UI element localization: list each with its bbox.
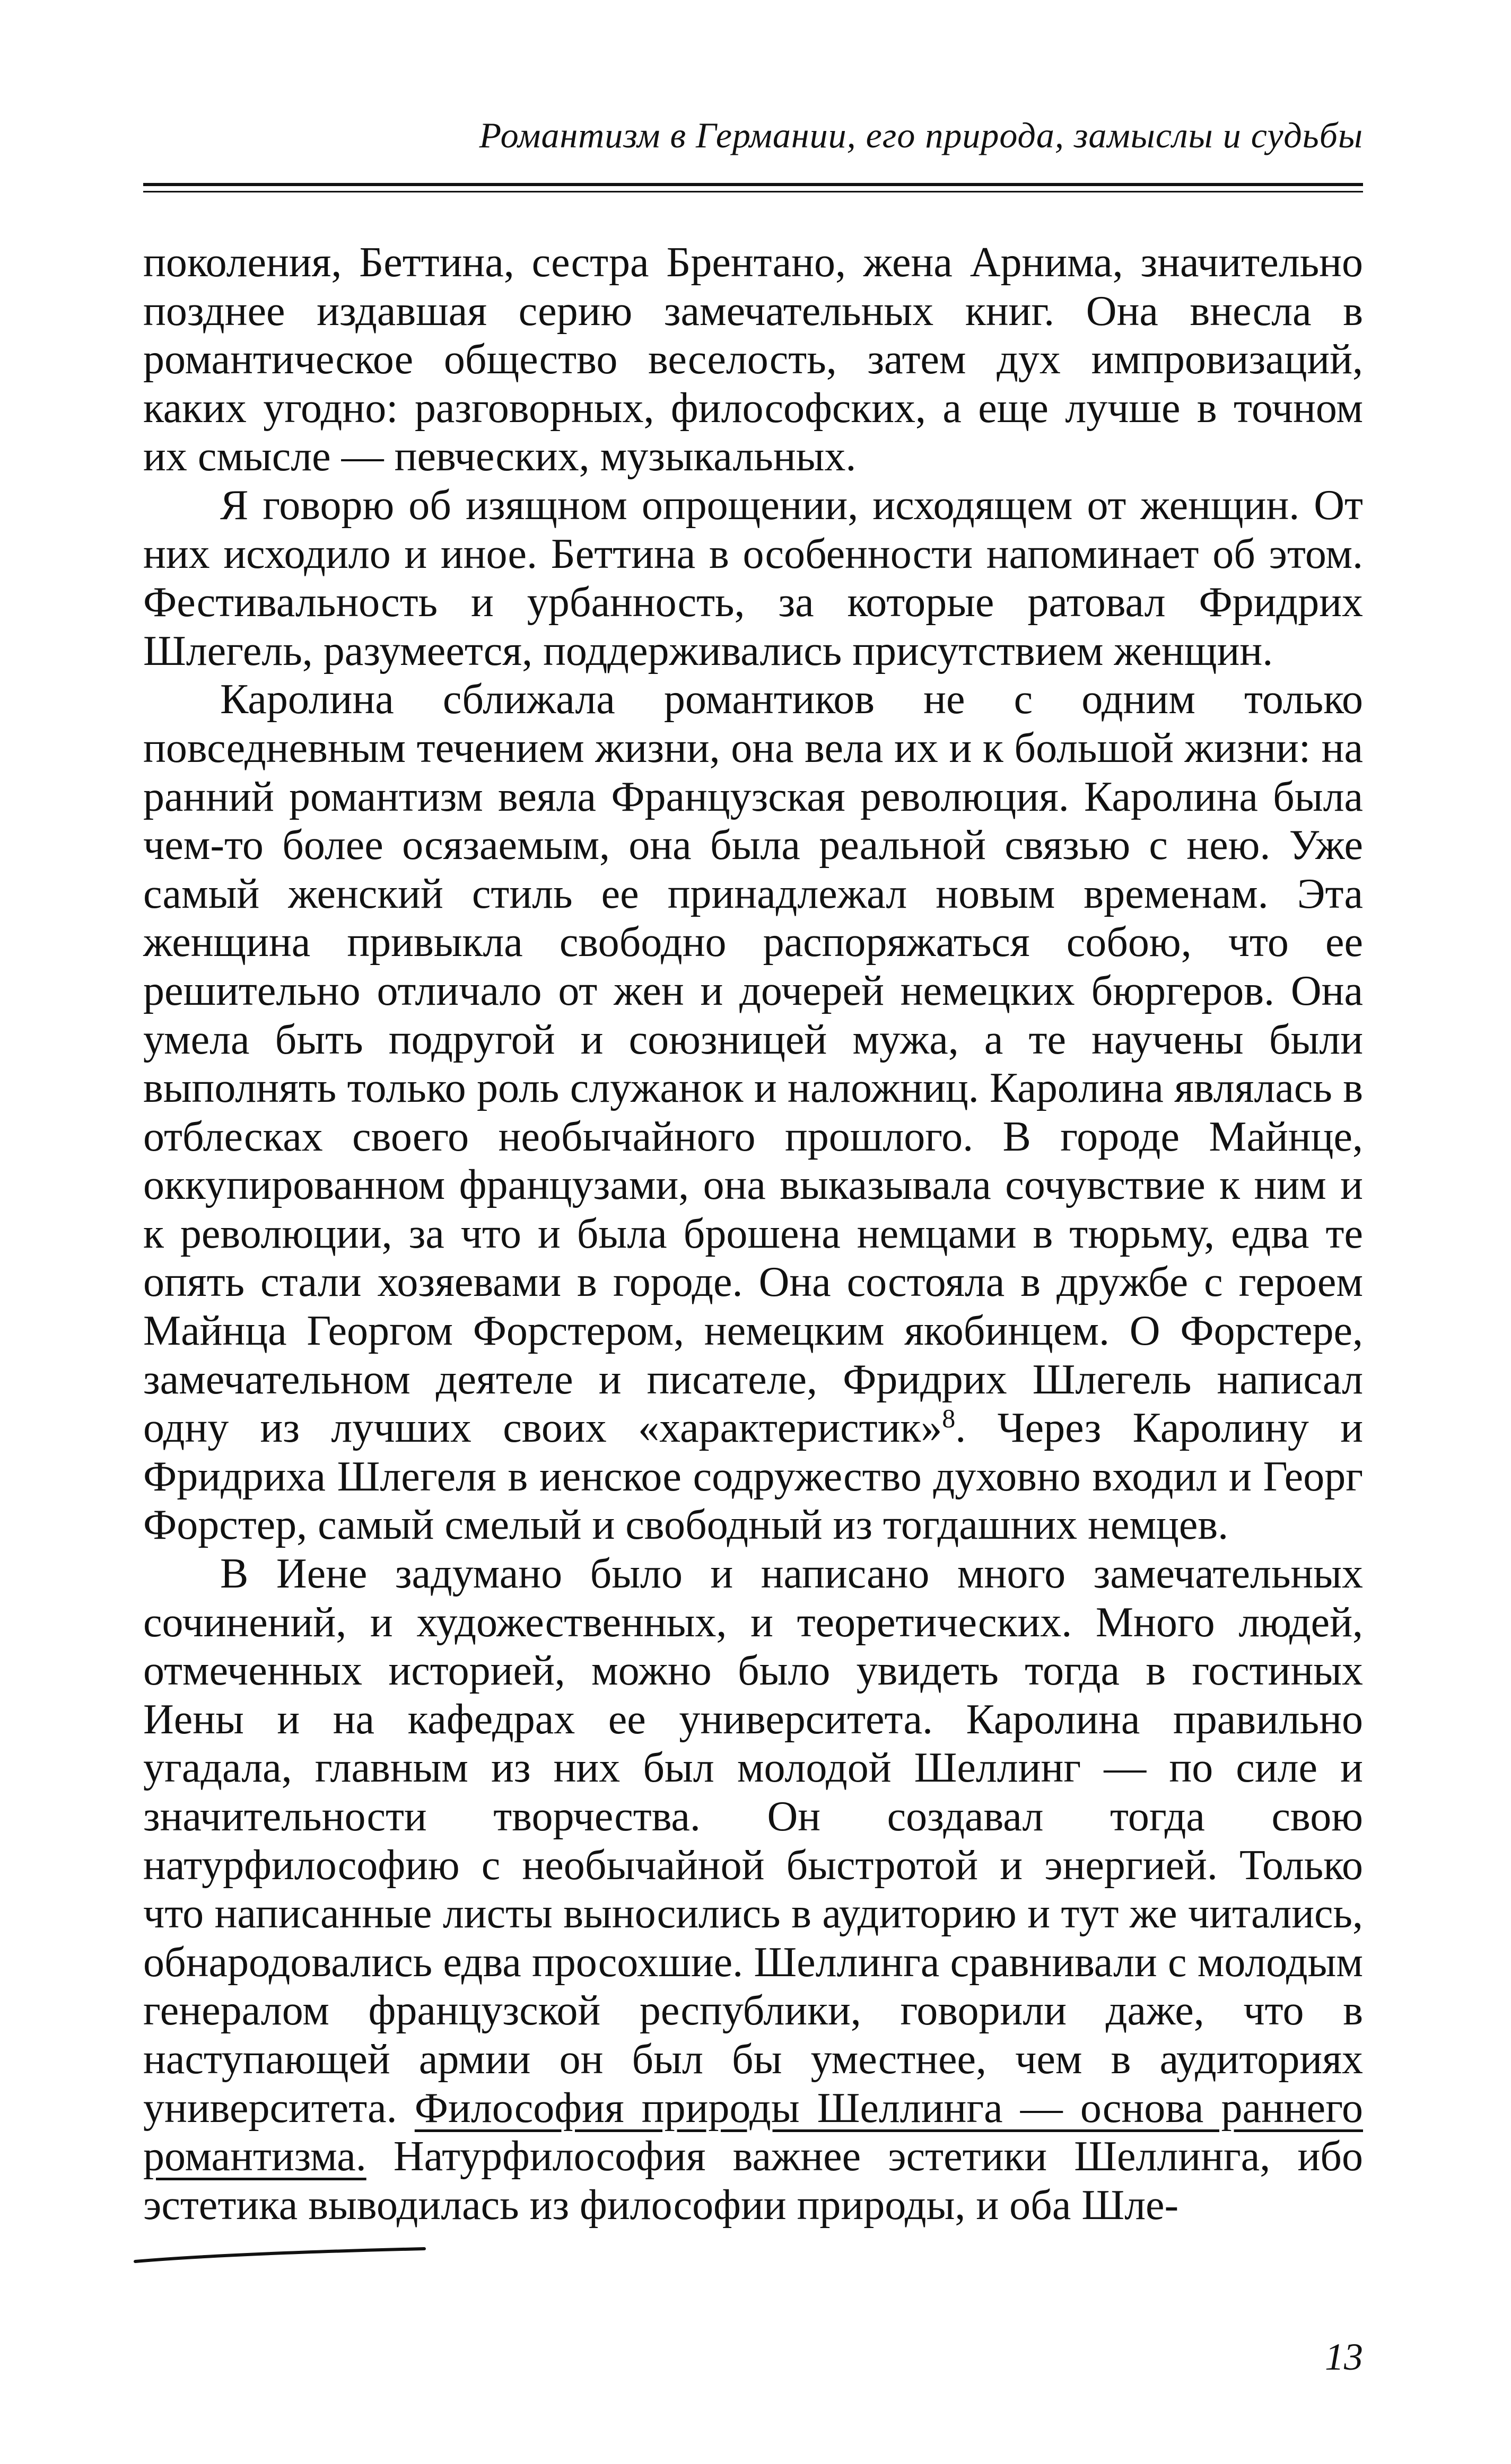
header-rule [143,183,1363,192]
paragraph-4-tail: Натурфилософия важнее эстетики Шеллинга, ибо эстетика выводилась из философии природы, и оба Шле- [143,2133,1363,2229]
paragraph-1: поколения, Беттина, сестра Брентано, жена Арнима, значительно позднее издавшая серию замечательных книг. Она внесла в романтическое общество веселость, затем дух импровизаций, каких угодно: разговорных, философских, а еще лучше в точном их смысле — певческих, музыкальных. [143,239,1363,480]
paragraph-3-text: Каролина сближала романтиков не с одним только повседневным течением жизни, она вела их и к большой жизни: на ранний романтизм веяла Французская революция. Каролина была чем-то более осязаемым, она была реальной связью с нею. Уже самый женский стиль ее принадлежал новым временам. Эта женщина привыкла свободно распоряжаться собою, что ее решительно отличало от жен и дочерей немецких бюргеров. Она умела быть подругой и союзницей мужа, а те научены были выполнять только роль служанок и наложниц. Каролина являлась в отблесках своего необычайного прошлого. В городе Майнце, оккупированном французами, она выказывала сочувствие к ним и к революции, за что и была брошена немцами в тюрьму, едва те опять стали хозяевами в городе. Она состояла в дружбе с героем Майнца Георгом Форстером, немецким якобинцем. О Форстере, замечательном деятеле и писателе, Фридрих Шлегель написал одну из лучших своих «характеристик» [143,676,1363,1452]
pen-underline-mark [133,2246,430,2272]
paragraph-3 [143,676,1363,1550]
paragraph-2: Я говорю об изящном опрощении, исходящем от женщин. От них исходило и иное. Беттина в особенности напоминает об этом. Фестивальность и урбанность, за которые ратовал Фридрих Шлегель, разумеется, поддерживались присутствием женщин. [143,481,1363,674]
paragraph-4-text: В Иене задумано было и написано много замечательных сочинений, и художественных, и теоретических. Много людей, отмеченных историей, можно было увидеть тогда в гостиных Иены и на кафедрах ее университета. Каролина правильно угадала, главным из них был молодой Шеллинг — по силе и значительности творчества. Он создавал тогда свою натурфилософию с необычайной быстротой и энергией. Только что написанные листы выносились в аудиторию и тут же читались, обнародовались едва просохшие. Шеллинга сравнивали с молодым генералом французской республики, говорили даже, что в наступающей армии он был бы уместнее, чем в аудиториях университета. [143,1550,1363,2132]
underlined-annotation: Философия природы Шеллинга — основа раннего романтизма. [143,2084,1364,2180]
paragraph-4 [143,1550,1363,2230]
running-head: Романтизм в Германии, его природа, замыслы и судьбы [479,115,1363,155]
paragraph-3-tail: . Через Каролину и Фридриха Шлегеля в иенское содружество духовно входил и Георг Форстер, самый смелый и свободный из тогдашних немцев. [143,1405,1364,1549]
page-number: 13 [1325,2336,1363,2378]
footnote-marker: 8 [942,1403,956,1433]
page-body [143,239,1363,2230]
